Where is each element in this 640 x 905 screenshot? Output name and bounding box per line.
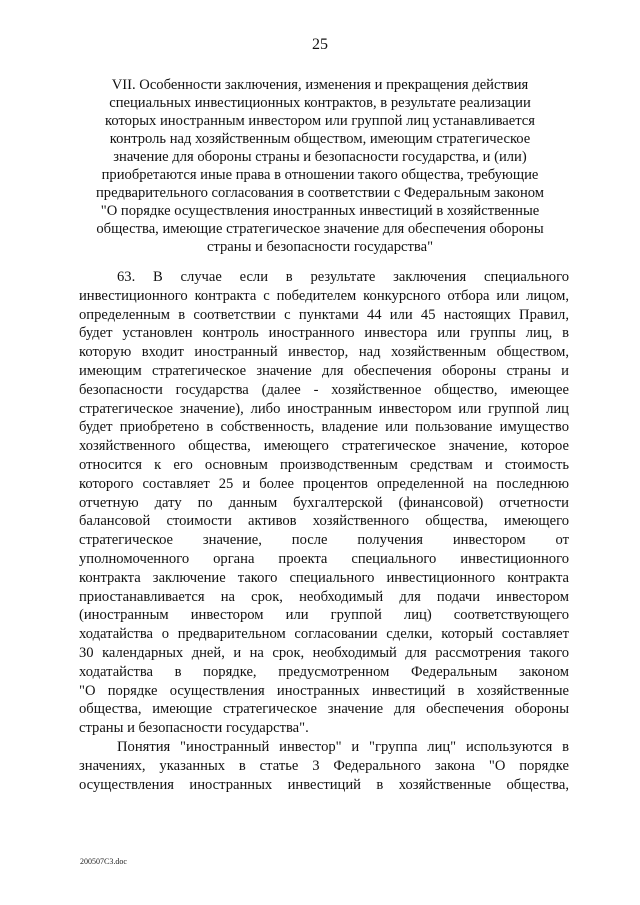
- paragraph-line: имеющим стратегическое значение для обеспечения обороны страны и: [79, 362, 569, 379]
- heading-line: общества, имеющие стратегическое значение для обеспечения обороны: [96, 221, 544, 237]
- paragraph-line: будет приобретено в собственность, владение или пользование имущество: [79, 419, 569, 436]
- paragraph-line: 63. В случае если в результате заключения специального: [117, 269, 569, 285]
- paragraph-line: хозяйственного общества, имеющего стратегическое значение, которое: [79, 438, 569, 455]
- paragraph-line: "О порядке осуществления иностранных инвестиций в хозяйственные: [79, 682, 569, 699]
- paragraph-line: уполномоченного органа проекта специального инвестиционного: [79, 550, 569, 567]
- footer-document-code: 200507C3.doc: [80, 857, 127, 866]
- heading-line: предварительного согласования в соответствии с Федеральным законом: [95, 185, 545, 201]
- paragraph-line: контракта заключение такого специального инвестиционного контракта: [79, 569, 569, 586]
- paragraph-line: будет установлен контроль иностранного инвестора или группы лиц, в: [79, 325, 569, 342]
- paragraph-line: стратегическое значение, после получения инвестором от: [79, 532, 569, 549]
- paragraph-line: страны и безопасности государства".: [79, 720, 309, 737]
- paragraph-line: безопасности государства (далее - хозяйственное общество, имеющее: [79, 381, 569, 398]
- paragraph-line: стратегическое значение), либо иностранным инвестором или группой лиц: [79, 400, 569, 417]
- heading-line: которых иностранным инвестором или группой лиц устанавливается: [105, 113, 535, 129]
- heading-line: страны и безопасности государства": [206, 239, 434, 255]
- paragraph-line: ходатайства о предварительном согласовании сделки, который составляет: [79, 626, 569, 643]
- paragraph-line: 30 календарных дней, и на срок, необходимый для рассмотрения такого: [79, 644, 569, 661]
- section-heading: [60, 76, 580, 256]
- paragraph-line: балансовой стоимости активов хозяйственного общества, имеющего: [79, 513, 569, 530]
- paragraph-line: значениях, указанных в статье 3 Федерального закона "О порядке: [79, 757, 569, 774]
- paragraph-line: которого составляет 25 и более процентов определенной на последнюю: [79, 475, 569, 492]
- paragraph-line: отчетную дату по данным бухгалтерской (финансовой) отчетности: [79, 494, 569, 511]
- heading-line: VII. Особенности заключения, изменения и прекращения действия: [111, 77, 529, 93]
- paragraph-line: ходатайства в порядке, предусмотренном Федеральным законом: [79, 663, 569, 680]
- heading-line: приобретаются иные права в отношении такого общества, требующие: [101, 167, 539, 183]
- paragraph-line: приостанавливается на срок, необходимый для подачи инвестором: [79, 588, 569, 605]
- paragraph-line: которую входит иностранный инвестор, над хозяйственным обществом,: [79, 344, 569, 361]
- paragraph-line: (иностранным инвестором или группой лиц) соответствующего: [79, 607, 569, 624]
- paragraph-line: Понятия "иностранный инвестор" и "группа лиц" используются в: [117, 738, 569, 755]
- paragraph-line: определенным в соответствии с пунктами 44 или 45 настоящих Правил,: [79, 306, 569, 323]
- paragraph-line: инвестиционного контракта с победителем конкурсного отбора или лицом,: [79, 287, 569, 304]
- heading-line: значение для обороны страны и безопасности государства, и (или): [113, 149, 527, 165]
- page-number: 25: [312, 36, 328, 53]
- paragraph-line: относится к его основным производственным средствам и стоимость: [79, 456, 569, 473]
- heading-line: специальных инвестиционных контрактов, в результате реализации: [109, 95, 531, 111]
- body-text: [79, 268, 569, 794]
- paragraph-line: общества, имеющие стратегическое значение для обеспечения обороны: [79, 701, 569, 718]
- heading-line: "О порядке осуществления иностранных инвестиций в хозяйственные: [100, 203, 540, 219]
- heading-line: контроль над хозяйственным обществом, имеющим стратегическое: [109, 131, 531, 147]
- paragraph-line: осуществления иностранных инвестиций в хозяйственные общества,: [79, 776, 569, 793]
